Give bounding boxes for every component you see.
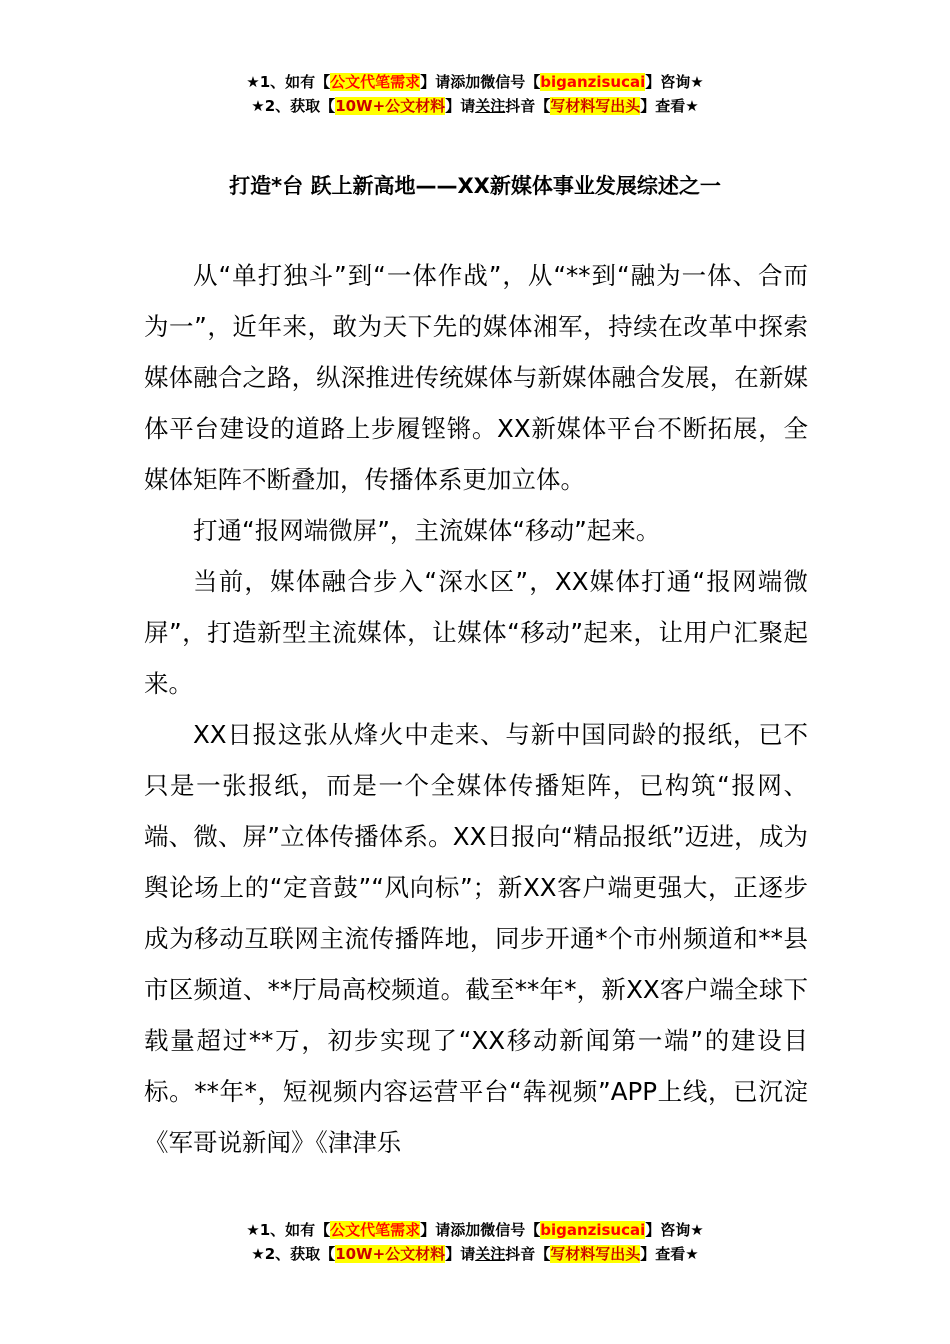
banner-text: 抖音【 <box>505 97 551 115</box>
banner-text: 抖音【 <box>505 1245 551 1263</box>
highlight-wechat-id: biganzisucai <box>540 1221 646 1239</box>
banner-text: 】请 <box>445 1245 476 1263</box>
banner-text: 】咨询★ <box>645 1221 704 1239</box>
banner-follow: 关注 <box>475 1245 506 1263</box>
banner-text: ★1、如有【 <box>246 1221 331 1239</box>
header-banner <box>0 70 950 118</box>
banner-text: ★2、获取【 <box>251 1245 336 1263</box>
banner-text: 】请添加微信号【 <box>420 1221 541 1239</box>
highlight-materials: 10W+公文材料 <box>335 97 446 115</box>
footer-banner <box>0 1218 950 1266</box>
banner-line-2 <box>0 1242 950 1266</box>
banner-line-2 <box>0 94 950 118</box>
banner-text: 】查看★ <box>640 97 699 115</box>
banner-text: 】请添加微信号【 <box>420 73 541 91</box>
banner-follow: 关注 <box>475 97 506 115</box>
paragraph: 打通“报网端微屏”，主流媒体“移动”起来。 <box>193 516 661 545</box>
highlight-douyin: 写材料写出头 <box>550 1245 641 1263</box>
banner-text: 】请 <box>445 97 476 115</box>
paragraph: 从“单打独斗”到“一体作战”，从“**到“融为一体、合而为一”，近年来，敢为天下先的媒体湘军，持续在改革中探索媒体融合之路，纵深推进传统媒体与新媒体融合发展，在新媒体平台建设的道路上步履铿锵。XX新媒体平台不断拓展，全媒体矩阵不断叠加，传播体系更加立体。 <box>144 261 808 494</box>
document-body <box>144 250 808 1168</box>
highlight-wechat-id: biganzisucai <box>540 73 646 91</box>
document-title: 打造*台 跃上新高地——XX新媒体事业发展综述之一 <box>229 174 721 198</box>
highlight-ghostwriting: 公文代笔需求 <box>330 1221 421 1239</box>
highlight-ghostwriting: 公文代笔需求 <box>330 73 421 91</box>
paragraph: 当前，媒体融合步入“深水区”，XX媒体打通“报网端微屏”，打造新型主流媒体，让媒体“移动”起来，让用户汇聚起来。 <box>144 567 808 698</box>
banner-text: ★1、如有【 <box>246 73 331 91</box>
banner-text: 】查看★ <box>640 1245 699 1263</box>
highlight-materials: 10W+公文材料 <box>335 1245 446 1263</box>
paragraph: XX日报这张从烽火中走来、与新中国同龄的报纸，已不只是一张报纸，而是一个全媒体传播矩阵，已构筑“报网、端、微、屏”立体传播体系。XX日报向“精品报纸”迈进，成为舆论场上的“定音鼓”“风向标”；新XX客户端更强大，正逐步成为移动互联网主流传播阵地，同步开通*个市州频道和**县市区频道、**厅局高校频道。截至**年*，新XX客户端全球下载量超过**万，初步实现了“XX移动新闻第一端”的建设目标。**年*，短视频内容运营平台“犇视频”APP上线，已沉淀《军哥说新闻》《津津乐 <box>144 720 808 1157</box>
highlight-douyin: 写材料写出头 <box>550 97 641 115</box>
banner-text: 】咨询★ <box>645 73 704 91</box>
banner-line-1 <box>0 1218 950 1242</box>
banner-line-1 <box>0 70 950 94</box>
banner-text: ★2、获取【 <box>251 97 336 115</box>
